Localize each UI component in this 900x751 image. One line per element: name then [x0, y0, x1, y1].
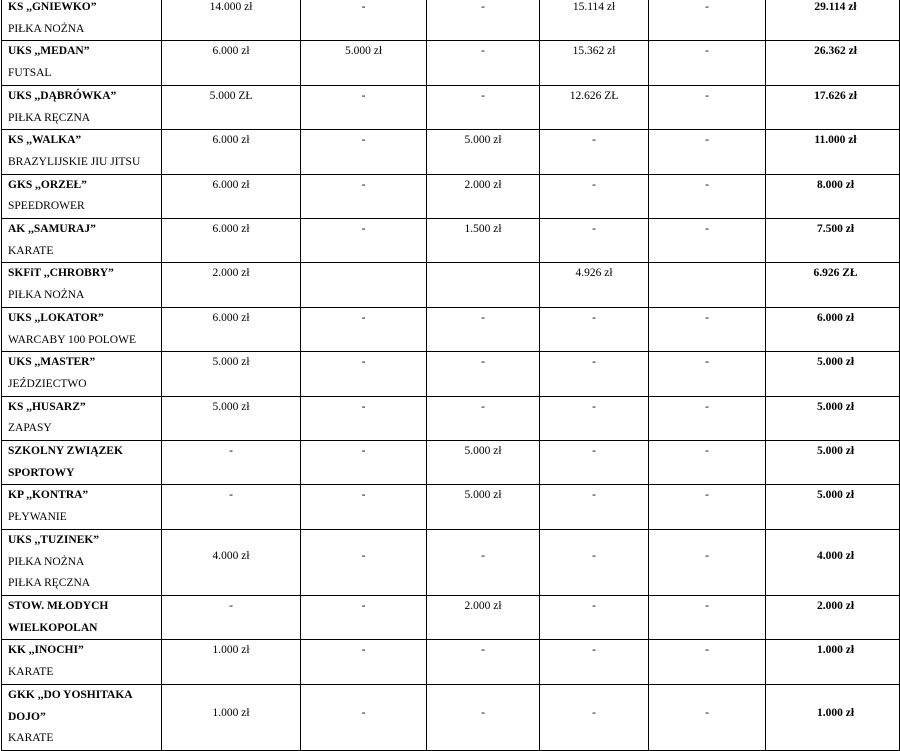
- club-name: KS ,,HUSARZ”: [8, 400, 86, 413]
- total-amount: 5.000 zł: [816, 356, 855, 369]
- amount-value: 5.000 zł: [344, 45, 383, 58]
- amount-value: -: [705, 178, 709, 191]
- table-row: [2, 41, 900, 85]
- amount-cell-c5: [649, 41, 766, 85]
- amount-cell-c5: [649, 352, 766, 396]
- total-amount-cell: [766, 640, 900, 684]
- discipline-label: PŁYWANIE: [8, 511, 67, 524]
- amount-value: 4.000 zł: [212, 549, 250, 562]
- table-row: [2, 684, 900, 750]
- table-row: [2, 396, 900, 440]
- amount-value: -: [481, 549, 485, 562]
- discipline-label: PIŁKA RĘCZNA: [8, 111, 91, 124]
- amount-value: -: [361, 89, 366, 102]
- amount-cell-c4: [540, 595, 649, 639]
- amount-value: -: [592, 223, 596, 236]
- club-cell: [2, 219, 162, 263]
- amount-cell-c4: [540, 684, 649, 750]
- amount-cell-c2: [301, 174, 427, 218]
- amount-cell-c2: [301, 396, 427, 440]
- total-amount-cell: [766, 263, 900, 307]
- total-amount: 8.000 zł: [816, 178, 855, 191]
- amount-value: 14.000 zł: [209, 1, 253, 13]
- amount-cell-c3: [427, 352, 540, 396]
- amount-value: -: [361, 706, 366, 719]
- total-amount-cell: [766, 595, 900, 639]
- amount-value: 2.000 zł: [212, 267, 250, 280]
- table-row: [2, 219, 900, 263]
- total-amount-cell: [766, 41, 900, 85]
- club-name: KS ,,WALKA”: [8, 134, 82, 147]
- amount-cell-c4: [540, 307, 649, 351]
- club-name-continued: DOJO”: [8, 710, 46, 723]
- amount-cell-c1: [162, 130, 301, 174]
- amount-value: 12.626 ZŁ: [569, 89, 619, 102]
- total-amount-cell: [766, 485, 900, 529]
- club-name: GKK ,,DO YOSHITAKA: [8, 688, 133, 701]
- amount-value: 15.362 zł: [572, 45, 616, 58]
- club-name: UKS ,,MASTER”: [8, 356, 96, 369]
- amount-value: -: [592, 134, 596, 147]
- amount-value: -: [705, 134, 709, 147]
- amount-value: 5.000 zł: [464, 445, 502, 458]
- amount-cell-c5: [649, 307, 766, 351]
- total-amount-cell: [766, 174, 900, 218]
- total-amount-cell: [766, 85, 900, 129]
- amount-cell-c1: [162, 41, 301, 85]
- amount-value: 1.500 zł: [464, 223, 502, 236]
- club-name: UKS ,,TUZINEK”: [8, 533, 100, 546]
- amount-cell-c3: [427, 263, 540, 307]
- discipline-label: JEŹDZIECTWO: [8, 377, 87, 390]
- total-amount: 5.000 zł: [816, 400, 855, 413]
- amount-value: 5.000 ZŁ: [209, 89, 253, 102]
- amount-cell-c3: [427, 595, 540, 639]
- club-name: SKFiT ,,CHROBRY”: [8, 267, 114, 280]
- amount-cell-c5: [649, 441, 766, 485]
- amount-value: -: [361, 223, 366, 236]
- amount-cell-c3: [427, 41, 540, 85]
- amount-value: -: [481, 45, 485, 58]
- amount-cell-c3: [427, 441, 540, 485]
- amount-cell-c5: [649, 529, 766, 595]
- amount-value: 2.000 zł: [464, 178, 502, 191]
- amount-cell-c2: [301, 640, 427, 684]
- total-amount-cell: [766, 307, 900, 351]
- amount-value: -: [481, 1, 485, 13]
- amount-value: -: [361, 644, 366, 657]
- amount-cell-c2: [301, 307, 427, 351]
- club-cell: [2, 485, 162, 529]
- amount-value: -: [592, 549, 596, 562]
- amount-value: -: [705, 311, 709, 324]
- club-name: AK ,,SAMURAJ”: [8, 223, 96, 236]
- amount-value: -: [705, 489, 709, 502]
- total-amount-cell: [766, 529, 900, 595]
- club-name: STOW. MŁODYCH: [8, 599, 109, 612]
- amount-value: -: [481, 400, 485, 413]
- discipline-label: PIŁKA NOŻNA: [8, 555, 85, 568]
- amount-cell-c2: [301, 85, 427, 129]
- amount-value: -: [592, 311, 596, 324]
- table-row: [2, 85, 900, 129]
- amount-cell-c3: [427, 219, 540, 263]
- amount-value: -: [592, 178, 596, 191]
- amount-value: -: [705, 445, 709, 458]
- amount-value: -: [229, 489, 233, 502]
- amount-cell-c2: [301, 485, 427, 529]
- amount-cell-c1: [162, 352, 301, 396]
- amount-value: 6.000 zł: [212, 223, 250, 236]
- amount-cell-c3: [427, 529, 540, 595]
- amount-value: -: [361, 178, 366, 191]
- amount-value: -: [361, 400, 366, 413]
- club-name: KK ,,INOCHI”: [8, 644, 84, 657]
- amount-cell-c3: [427, 396, 540, 440]
- amount-cell-c4: [540, 441, 649, 485]
- club-name: KS ,,GNIEWKO”: [8, 1, 97, 13]
- amount-value: 5.000 zł: [212, 400, 250, 413]
- amount-cell-c4: [540, 130, 649, 174]
- amount-cell-c1: [162, 174, 301, 218]
- discipline-label: BRAZYLIJSKIE JIU JITSU: [8, 155, 141, 168]
- club-name: KP ,,KONTRA”: [8, 489, 89, 502]
- amount-value: -: [481, 311, 485, 324]
- amount-value: -: [705, 45, 709, 58]
- amount-cell-c5: [649, 684, 766, 750]
- discipline-label: KARATE: [8, 666, 54, 679]
- total-amount-cell: [766, 396, 900, 440]
- amount-value: -: [361, 599, 366, 612]
- discipline-label: PIŁKA NOŻNA: [8, 22, 85, 35]
- amount-cell-c2: [301, 0, 427, 41]
- amount-value: 4.926 zł: [575, 267, 613, 280]
- amount-cell-c2: [301, 684, 427, 750]
- amount-value: 1.000 zł: [212, 644, 250, 657]
- amount-cell-c4: [540, 85, 649, 129]
- table-row: [2, 640, 900, 684]
- amount-value: -: [361, 311, 366, 324]
- club-cell: [2, 174, 162, 218]
- amount-cell-c5: [649, 595, 766, 639]
- amount-value: 5.000 zł: [464, 489, 502, 502]
- amount-cell-c3: [427, 640, 540, 684]
- total-amount: 4.000 zł: [816, 549, 855, 562]
- table-row: [2, 352, 900, 396]
- club-cell: [2, 85, 162, 129]
- amount-cell-c1: [162, 529, 301, 595]
- total-amount: 1.000 zł: [816, 644, 855, 657]
- amount-cell-c1: [162, 85, 301, 129]
- amount-cell-c1: [162, 441, 301, 485]
- amount-value: -: [361, 445, 366, 458]
- amount-cell-c2: [301, 441, 427, 485]
- amount-value: -: [705, 599, 709, 612]
- amount-cell-c5: [649, 485, 766, 529]
- club-name-continued: SPORTOWY: [8, 466, 75, 479]
- amount-cell-c1: [162, 595, 301, 639]
- amount-value: -: [705, 644, 709, 657]
- total-amount: 17.626 zł: [814, 89, 857, 102]
- amount-cell-c3: [427, 130, 540, 174]
- amount-value: -: [361, 549, 366, 562]
- total-amount-cell: [766, 219, 900, 263]
- amount-cell-c2: [301, 41, 427, 85]
- total-amount: 5.000 zł: [816, 445, 855, 458]
- amount-value: -: [361, 356, 366, 369]
- total-amount: 6.000 zł: [816, 311, 855, 324]
- table-row: [2, 485, 900, 529]
- amount-cell-c2: [301, 595, 427, 639]
- amount-cell-c2: [301, 263, 427, 307]
- amount-value: -: [705, 89, 709, 102]
- amount-value: -: [361, 489, 366, 502]
- amount-cell-c5: [649, 0, 766, 41]
- amount-cell-c3: [427, 485, 540, 529]
- discipline-label: KARATE: [8, 244, 54, 257]
- amount-cell-c4: [540, 396, 649, 440]
- club-name: UKS ,,MEDAN”: [8, 45, 90, 58]
- amount-value: -: [705, 223, 709, 236]
- amount-value: -: [705, 400, 709, 413]
- amount-value: 6.000 zł: [212, 311, 250, 324]
- amount-cell-c1: [162, 640, 301, 684]
- amount-value: 5.000 zł: [464, 134, 502, 147]
- discipline-label: FUTSAL: [8, 67, 52, 80]
- amount-cell-c3: [427, 684, 540, 750]
- amount-cell-c4: [540, 485, 649, 529]
- amount-cell-c5: [649, 219, 766, 263]
- amount-value: 6.000 zł: [212, 134, 250, 147]
- club-cell: [2, 130, 162, 174]
- total-amount-cell: [766, 684, 900, 750]
- club-cell: [2, 396, 162, 440]
- amount-value: 5.000 zł: [212, 356, 250, 369]
- total-amount: 2.000 zł: [816, 599, 855, 612]
- discipline-label: WARCABY 100 POLOWE: [8, 333, 136, 346]
- total-amount: 11.000 zł: [814, 134, 857, 147]
- amount-value: -: [705, 356, 709, 369]
- amount-cell-c4: [540, 219, 649, 263]
- club-cell: [2, 352, 162, 396]
- table-row: [2, 595, 900, 639]
- amount-cell-c5: [649, 130, 766, 174]
- total-amount: 5.000 zł: [816, 489, 855, 502]
- amount-value: -: [229, 445, 233, 458]
- amount-value: -: [592, 599, 596, 612]
- discipline-label: PIŁKA RĘCZNA: [8, 577, 91, 590]
- amount-value: -: [361, 1, 366, 13]
- amount-cell-c4: [540, 640, 649, 684]
- total-amount-cell: [766, 441, 900, 485]
- amount-cell-c1: [162, 0, 301, 41]
- amount-value: -: [481, 356, 485, 369]
- amount-cell-c4: [540, 529, 649, 595]
- club-cell: [2, 684, 162, 750]
- club-cell: [2, 263, 162, 307]
- amount-value: -: [705, 549, 709, 562]
- amount-value: 1.000 zł: [212, 706, 250, 719]
- club-cell: [2, 41, 162, 85]
- amount-cell-c4: [540, 263, 649, 307]
- amount-cell-c4: [540, 0, 649, 41]
- amount-cell-c2: [301, 529, 427, 595]
- amount-value: 6.000 zł: [212, 45, 250, 58]
- amount-value: 6.000 zł: [212, 178, 250, 191]
- amount-cell-c2: [301, 352, 427, 396]
- discipline-label: PIŁKA NOŻNA: [8, 289, 85, 302]
- amount-value: -: [481, 644, 485, 657]
- club-cell: [2, 529, 162, 595]
- club-cell: [2, 640, 162, 684]
- amount-cell-c5: [649, 640, 766, 684]
- amount-value: -: [592, 356, 596, 369]
- funding-table: [1, 0, 900, 751]
- total-amount-cell: [766, 130, 900, 174]
- amount-value: -: [705, 1, 709, 13]
- total-amount: 1.000 zł: [816, 706, 855, 719]
- club-name: UKS ,,LOKATOR”: [8, 311, 104, 324]
- amount-cell-c3: [427, 0, 540, 41]
- amount-value: -: [229, 599, 233, 612]
- club-name: SZKOLNY ZWIĄZEK: [8, 445, 123, 458]
- amount-value: 2.000 zł: [464, 599, 502, 612]
- amount-value: -: [592, 400, 596, 413]
- discipline-label: SPEEDROWER: [8, 200, 85, 213]
- amount-cell-c1: [162, 263, 301, 307]
- table-row: [2, 441, 900, 485]
- amount-cell-c1: [162, 684, 301, 750]
- amount-cell-c5: [649, 174, 766, 218]
- amount-cell-c1: [162, 219, 301, 263]
- amount-cell-c3: [427, 307, 540, 351]
- amount-value: -: [592, 644, 596, 657]
- club-cell: [2, 0, 162, 41]
- amount-value: -: [592, 445, 596, 458]
- total-amount: 6.926 ZŁ: [813, 267, 858, 280]
- amount-cell-c4: [540, 41, 649, 85]
- amount-cell-c1: [162, 307, 301, 351]
- total-amount-cell: [766, 352, 900, 396]
- club-cell: [2, 307, 162, 351]
- amount-value: -: [592, 489, 596, 502]
- amount-value: -: [481, 706, 485, 719]
- table-row: [2, 263, 900, 307]
- total-amount: 29.114 zł: [814, 1, 857, 13]
- table-row: [2, 307, 900, 351]
- table-row: [2, 0, 900, 41]
- amount-cell-c1: [162, 396, 301, 440]
- table-row: [2, 130, 900, 174]
- amount-cell-c2: [301, 219, 427, 263]
- amount-cell-c5: [649, 263, 766, 307]
- amount-cell-c1: [162, 485, 301, 529]
- club-cell: [2, 441, 162, 485]
- amount-cell-c4: [540, 352, 649, 396]
- table-row: [2, 174, 900, 218]
- amount-cell-c5: [649, 85, 766, 129]
- club-cell: [2, 595, 162, 639]
- total-amount-cell: [766, 0, 900, 41]
- amount-value: -: [481, 89, 485, 102]
- amount-value: -: [592, 706, 596, 719]
- amount-value: -: [705, 706, 709, 719]
- discipline-label: KARATE: [8, 732, 54, 745]
- amount-value: -: [361, 134, 366, 147]
- club-name: UKS ,,DĄBRÓWKA”: [8, 89, 117, 102]
- total-amount: 7.500 zł: [816, 223, 855, 236]
- discipline-label: ZAPASY: [8, 422, 52, 435]
- amount-cell-c4: [540, 174, 649, 218]
- table-row: [2, 529, 900, 595]
- club-name-continued: WIELKOPOLAN: [8, 621, 98, 634]
- amount-cell-c5: [649, 396, 766, 440]
- amount-cell-c3: [427, 174, 540, 218]
- total-amount: 26.362 zł: [814, 45, 857, 58]
- amount-value: 15.114 zł: [572, 1, 616, 13]
- amount-cell-c3: [427, 85, 540, 129]
- club-name: GKS ,,ORZEŁ”: [8, 178, 87, 191]
- amount-cell-c2: [301, 130, 427, 174]
